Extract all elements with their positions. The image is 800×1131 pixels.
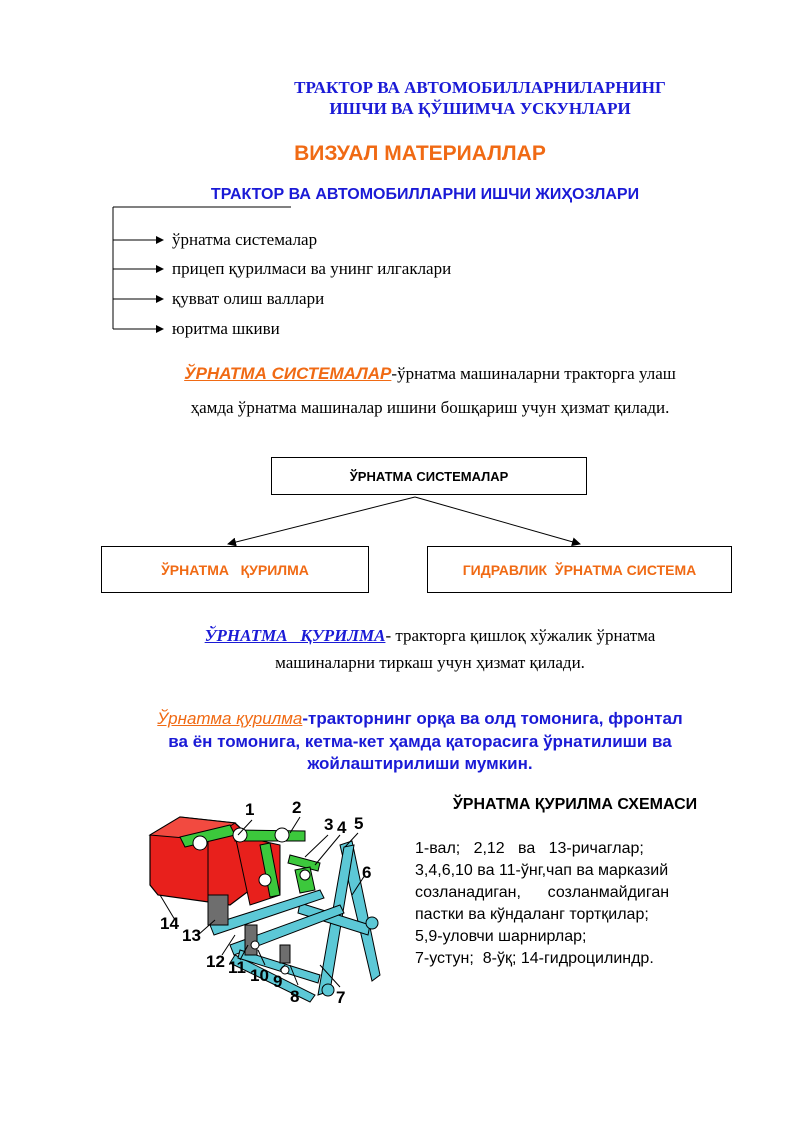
legend-line: пастки ва кўндаланг тортқилар; — [415, 906, 649, 923]
scheme-title: ЎРНАТМА ҚУРИЛМА СХЕМАСИ — [452, 796, 698, 813]
definition-device-line2: машиналарни тиркаш учун ҳизмат қилади. — [275, 653, 585, 672]
legend-line: 1-вал; 2,12 ва 13-ричаглар; — [415, 840, 644, 857]
definition-text: -тракторнинг орқа ва олд томонига, фронтал — [302, 709, 683, 728]
callout-14: 14 — [160, 914, 179, 933]
list-item: ўрнатма системалар — [172, 230, 318, 249]
scheme-legend — [415, 838, 725, 970]
callout-10: 10 — [250, 966, 269, 985]
document-title-line2: ИШЧИ ВА ҚЎШИМЧА УСКУНЛАРИ — [329, 99, 631, 118]
definition-placement — [90, 708, 750, 730]
callout-11: 11 — [228, 958, 246, 977]
legend-line: созланадиган, созланмайдиган — [415, 884, 670, 901]
list-item: юритма шкиви — [172, 319, 280, 338]
section-title: ВИЗУАЛ МАТЕРИАЛЛАР — [294, 142, 546, 165]
bracket-top-line — [113, 206, 293, 208]
document-title-line1: ТРАКТОР ВА АВТОМОБИЛЛАРНИЛАРНИНГ — [294, 78, 666, 97]
callout-8: 8 — [290, 987, 300, 1006]
callout-6: 6 — [362, 863, 372, 882]
diagram-root-label: ЎРНАТМА СИСТЕМАЛАР — [349, 468, 509, 484]
legend-line: 3,4,6,10 ва 11-ўнг,чап ва марказий — [415, 862, 669, 879]
definition-placement-line2: ва ён томонига, кетма-кет ҳамда қаторасига ўрнатилиши ва — [168, 732, 672, 751]
definition-term: Ўрнатма қурилма — [157, 709, 303, 728]
callout-7: 7 — [336, 988, 346, 1007]
callout-9: 9 — [273, 972, 283, 991]
definition-text: - тракторга қишлоқ хўжалик ўрнатма — [385, 626, 656, 645]
hitch-scheme-drawing — [140, 795, 405, 1010]
definition-text: -ўрнатма машиналарни тракторга улаш — [391, 364, 676, 383]
diagram-left-box — [101, 546, 369, 593]
definition-term: ЎРНАТМА ҚУРИЛМА — [204, 626, 386, 645]
diagram-right-box — [427, 546, 732, 593]
legend-line: 7-устун; 8-ўқ; 14-гидроцилиндр. — [415, 950, 654, 967]
diagram-right-label: ГИДРАВЛИК ЎРНАТМА СИСТЕМА — [462, 561, 697, 578]
list-item: прицеп қурилмаси ва унинг илгаклари — [172, 259, 452, 278]
callout-5: 5 — [354, 814, 364, 833]
legend-line: 5,9-уловчи шарнирлар; — [415, 928, 587, 945]
subsection-title: ТРАКТОР ВА АВТОМОБИЛЛАРНИ ИШЧИ ЖИҲОЗЛАРИ — [210, 186, 640, 203]
definition-term: ЎРНАТМА СИСТЕМАЛАР — [184, 364, 392, 383]
list-bracket-arrows — [105, 200, 175, 340]
definition-systems-line2: ҳамда ўрнатма машиналар ишини бошқариш учун ҳизмат қилади. — [190, 398, 670, 417]
callout-1: 1 — [245, 800, 255, 819]
diagram-left-label: ЎРНАТМА ҚУРИЛМА — [161, 561, 309, 578]
callout-3: 3 — [324, 815, 334, 834]
definition-systems — [100, 358, 760, 390]
callout-13: 13 — [182, 926, 201, 945]
definition-placement-line3: жойлаштирилиши мумкин. — [307, 754, 533, 773]
diagram-root-box — [271, 457, 587, 495]
callout-4: 4 — [337, 818, 347, 837]
list-item: қувват олиш валлари — [172, 289, 325, 308]
callout-2: 2 — [292, 798, 302, 817]
diagram-arrows — [200, 492, 600, 552]
callout-12: 12 — [206, 952, 225, 971]
